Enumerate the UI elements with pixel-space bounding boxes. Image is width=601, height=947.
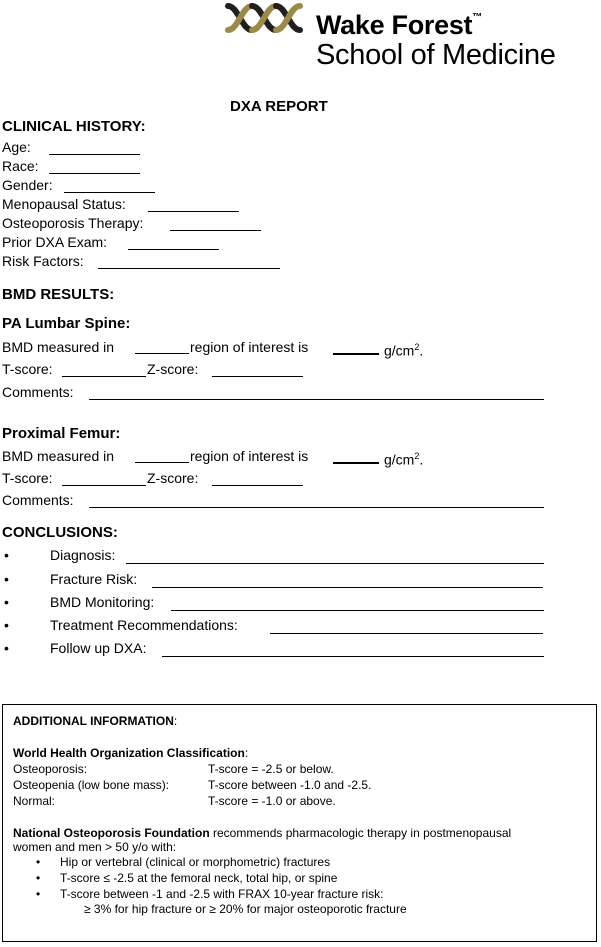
fracture-risk-label: Fracture Risk: (50, 571, 138, 587)
bullet: • (36, 855, 41, 869)
femur-zscore-input-line[interactable] (212, 485, 303, 486)
femur-region-text: region of interest is (190, 448, 309, 464)
spine-zscore-label: Z-score: (147, 361, 199, 377)
trademark-symbol: ™ (472, 12, 482, 23)
risk-factors-field: Risk Factors: (2, 253, 84, 269)
spine-tscore-label: T-score: (2, 361, 53, 377)
spine-bmd-unit: $g/cm^2$. (384, 342, 424, 359)
fracture-risk-input-line[interactable] (152, 587, 543, 588)
who-normal-label: Normal: (13, 794, 56, 808)
logo-wordmark-school-of-medicine: School of Medicine (316, 39, 556, 71)
who-osteopenia-label: Osteopenia (low bone mass): (13, 778, 170, 792)
spine-bmd-line: BMD measured in (2, 339, 115, 355)
nof-item-frax: T-score between -1 and -2.5 with FRAX 10-year fracture risk: (60, 887, 384, 901)
logo-wordmark-wake-forest: Wake Forest™ (316, 10, 482, 40)
who-osteopenia-value: T-score between -1.0 and -2.5. (208, 778, 372, 792)
treatment-recommendations-label: Treatment Recommendations: (50, 617, 238, 633)
spine-region-input-line[interactable] (135, 353, 189, 354)
nof-recommendation: National Osteoporosis Foundation recommends pharmacologic therapy in postmenopausal (13, 826, 512, 840)
gender-input-line[interactable] (64, 192, 155, 193)
bmd-monitoring-input-line[interactable] (171, 610, 544, 611)
spine-comments-input-line[interactable] (89, 399, 544, 400)
bullet: • (4, 547, 9, 563)
prior-dxa-exam-field: Prior DXA Exam: (2, 234, 108, 250)
osteoporosis-therapy-field: Osteoporosis Therapy: (2, 215, 144, 231)
bullet: • (4, 640, 9, 656)
femur-zscore-label: Z-score: (147, 470, 199, 486)
clinical-history-heading: CLINICAL HISTORY: (2, 118, 146, 135)
nof-item-fractures: Hip or vertebral (clinical or morphometric) fractures (60, 855, 331, 869)
spine-bmd-value-input-line[interactable] (333, 353, 379, 355)
prior-dxa-exam-input-line[interactable] (128, 249, 219, 250)
bullet: • (36, 871, 41, 885)
who-osteoporosis-label: Osteoporosis: (13, 762, 88, 776)
diagnosis-input-line[interactable] (126, 563, 544, 564)
menopausal-status-field: Menopausal Status: (2, 196, 126, 212)
femur-bmd-line: BMD measured in (2, 448, 115, 464)
nof-recommendation-line2: women and men > 50 y/o with: (13, 840, 177, 854)
treatment-recommendations-input-line[interactable] (270, 633, 543, 634)
bullet: • (36, 887, 41, 901)
gender-field: Gender: (2, 177, 53, 193)
conclusions-heading: CONCLUSIONS: (2, 524, 118, 541)
spine-tscore-input-line[interactable] (62, 376, 146, 377)
race-input-line[interactable] (49, 173, 140, 174)
additional-info-box (2, 704, 597, 942)
femur-comments-input-line[interactable] (89, 507, 544, 508)
lumbar-spine-heading: PA Lumbar Spine: (2, 315, 131, 332)
who-heading: World Health Organization Classification: (13, 746, 249, 760)
femur-bmd-unit: $g/cm^2$. (384, 451, 424, 468)
diagnosis-label: Diagnosis: (50, 547, 116, 563)
who-osteoporosis-value: T-score = -2.5 or below. (208, 762, 334, 776)
report-title: DXA REPORT (230, 98, 328, 115)
bmd-results-heading: BMD RESULTS: (2, 286, 115, 303)
femur-tscore-input-line[interactable] (62, 485, 146, 486)
age-input-line[interactable] (49, 154, 140, 155)
spine-region-text: region of interest is (190, 339, 309, 355)
spine-comments-label: Comments: (2, 384, 74, 400)
proximal-femur-heading: Proximal Femur: (2, 425, 121, 442)
nof-item-tscore: T-score ≤ -2.5 at the femoral neck, total hip, or spine (60, 871, 338, 885)
race-field: Race: (2, 158, 39, 174)
femur-comments-label: Comments: (2, 492, 74, 508)
who-normal-value: T-score = -1.0 or above. (208, 794, 336, 808)
femur-region-input-line[interactable] (135, 462, 189, 463)
bullet: • (4, 594, 9, 610)
age-field: Age: (2, 139, 31, 155)
femur-tscore-label: T-score: (2, 470, 53, 486)
bullet: • (4, 571, 9, 587)
follow-up-dxa-label: Follow up DXA: (50, 640, 147, 656)
risk-factors-input-line[interactable] (98, 268, 280, 269)
osteoporosis-therapy-input-line[interactable] (170, 230, 261, 231)
follow-up-dxa-input-line[interactable] (162, 656, 544, 657)
nof-item-frax-thresholds: ≥ 3% for hip fracture or ≥ 20% for major osteoporotic fracture (84, 902, 407, 916)
spine-zscore-input-line[interactable] (212, 376, 303, 377)
additional-info-heading: ADDITIONAL INFORMATION: (13, 714, 178, 728)
bullet: • (4, 617, 9, 633)
menopausal-status-input-line[interactable] (148, 211, 239, 212)
wake-forest-logo-mark (222, 0, 310, 36)
femur-bmd-value-input-line[interactable] (333, 462, 379, 464)
bmd-monitoring-label: BMD Monitoring: (50, 594, 155, 610)
